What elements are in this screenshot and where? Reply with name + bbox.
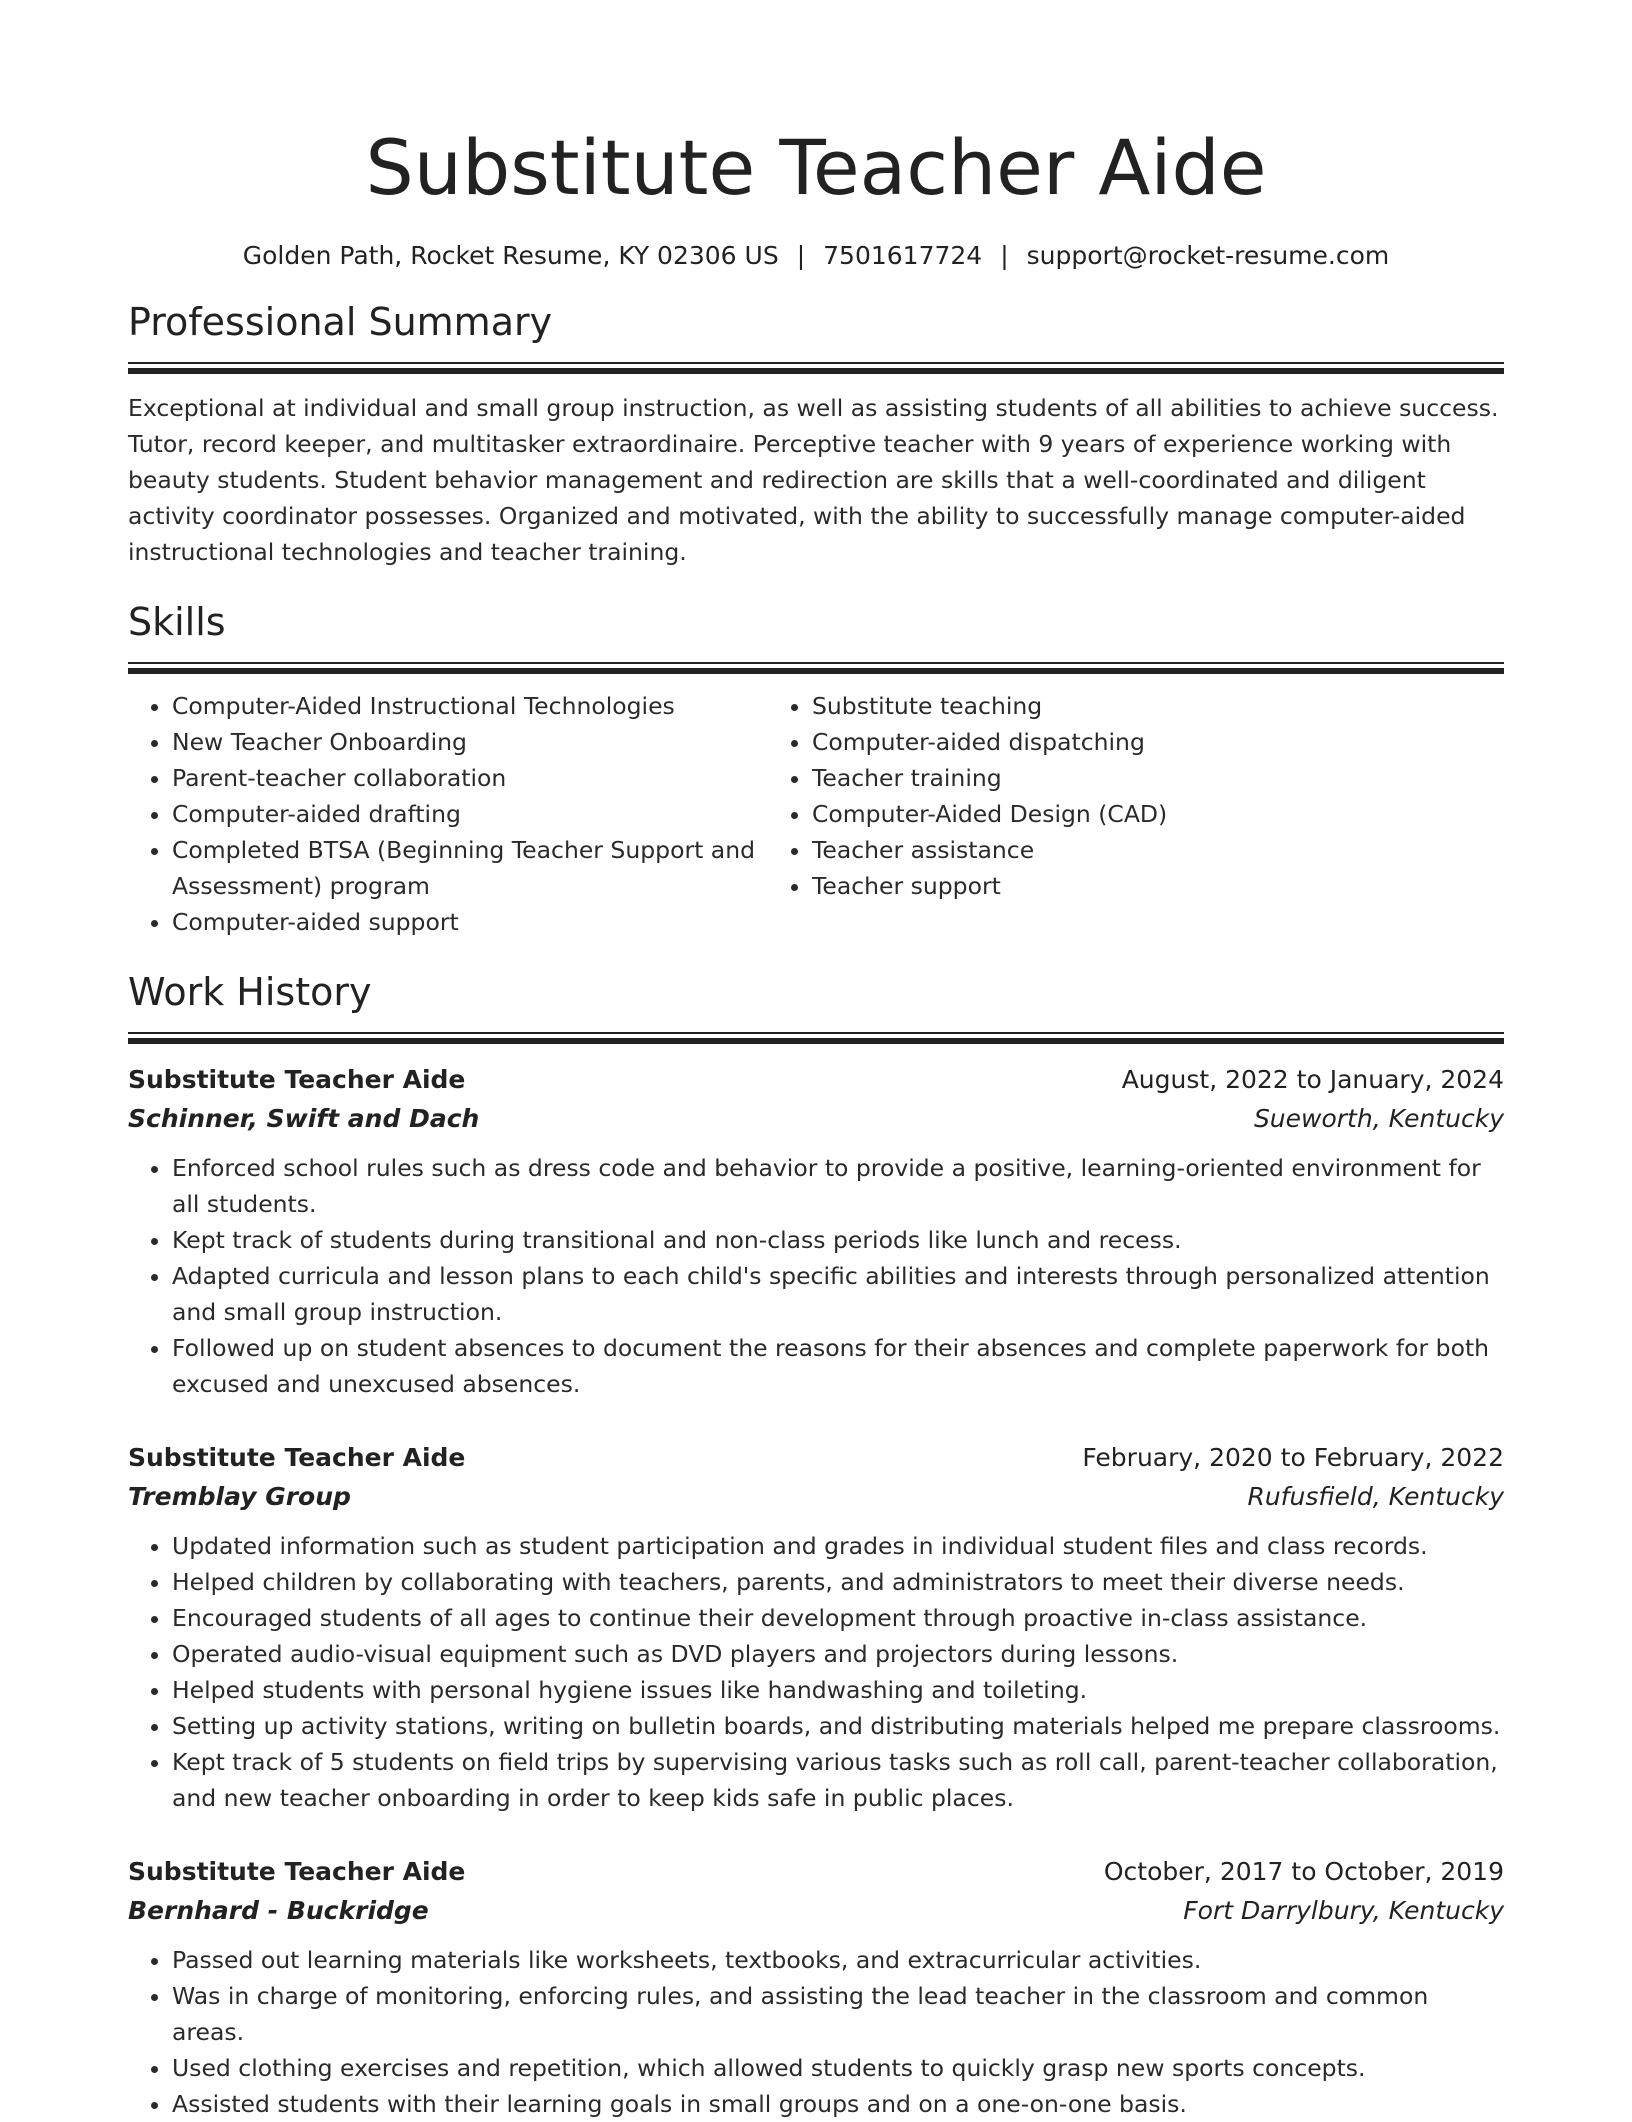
- job-org: [128, 1892, 1504, 1930]
- section-divider: [128, 1032, 1504, 1044]
- job-entry: [128, 1438, 1504, 1816]
- contact-separator: |: [796, 241, 806, 270]
- job-bullet: • Kept track of 5 students on field trips by supervising various tasks such as roll call, parent-teacher collaboration, and new teacher onboarding in order to keep kids safe in public places.: [172, 1744, 1504, 1816]
- job-company: Schinner, Swift and Dach: [128, 1104, 480, 1133]
- work-history-section: [128, 968, 1504, 2122]
- resume-page: [128, 0, 1504, 2122]
- skill-item: • Teacher assistance: [812, 832, 1504, 868]
- job-header: [128, 1852, 1504, 1892]
- contact-phone: 7501617724: [823, 241, 983, 270]
- professional-summary-section: [128, 298, 1504, 570]
- summary-text: Exceptional at individual and small group instruction, as well as assisting students of all abilities to achieve success. Tutor, record keeper, and multitasker extraordinaire. Perceptive teacher with 9 years of experience working with beauty students. Student behavior management and redirection are skills that a well-coordinated and diligent activity coordinator possesses. Organized and motivated, with the ability to successfully manage computer-aided instructional technologies and teacher training.: [128, 394, 1499, 566]
- job-bullet: • Operated audio-visual equipment such as DVD players and projectors during lessons.: [172, 1636, 1504, 1672]
- job-bullet: • Setting up activity stations, writing on bulletin boards, and distributing materials helped me prepare classrooms.: [172, 1708, 1504, 1744]
- skills-columns: [128, 688, 1504, 940]
- job-bullet: • Encouraged students of all ages to continue their development through proactive in-class assistance.: [172, 1600, 1504, 1636]
- job-bullet: • Followed up on student absences to document the reasons for their absences and complete paperwork for both excused and unexcused absences.: [172, 1330, 1504, 1402]
- contact-email: support@rocket-resume.com: [1026, 241, 1390, 270]
- job-dates: August, 2022 to January, 2024: [1121, 1065, 1504, 1094]
- skill-item: • New Teacher Onboarding: [172, 724, 762, 760]
- skill-item: • Teacher training: [812, 760, 1504, 796]
- job-entry: [128, 1060, 1504, 1402]
- skill-item: • Parent-teacher collaboration: [172, 760, 762, 796]
- job-entry: [128, 1852, 1504, 2122]
- job-title: Substitute Teacher Aide: [128, 1857, 466, 1886]
- skill-item: • Substitute teaching: [812, 688, 1504, 724]
- section-title-work: Work History: [128, 970, 372, 1014]
- job-bullet: • Used clothing exercises and repetition, which allowed students to quickly grasp new sports concepts.: [172, 2050, 1504, 2086]
- skill-item: • Computer-Aided Design (CAD): [812, 796, 1504, 832]
- skill-item: • Completed BTSA (Beginning Teacher Support and Assessment) program: [172, 832, 762, 904]
- section-title-skills: Skills: [128, 600, 226, 644]
- job-location: Fort Darrylbury, Kentucky: [1183, 1896, 1504, 1925]
- contact-line: [128, 240, 1504, 272]
- job-dates: February, 2020 to February, 2022: [1082, 1443, 1504, 1472]
- job-company: Bernhard - Buckridge: [128, 1896, 429, 1925]
- job-bullet: • Updated information such as student participation and grades in individual student files and class records.: [172, 1528, 1504, 1564]
- job-bullet: • Passed out learning materials like worksheets, textbooks, and extracurricular activities.: [172, 1942, 1504, 1978]
- job-bullet: • Was in charge of monitoring, enforcing rules, and assisting the lead teacher in the classroom and common areas.: [172, 1978, 1504, 2050]
- contact-separator: |: [1000, 241, 1009, 270]
- skills-list-left: [128, 688, 762, 940]
- skill-item: • Computer-aided dispatching: [812, 724, 1504, 760]
- skills-section: [128, 598, 1504, 940]
- job-bullet: • Helped children by collaborating with teachers, parents, and administrators to meet their diverse needs.: [172, 1564, 1504, 1600]
- job-org: [128, 1478, 1504, 1516]
- skill-item: • Teacher support: [812, 868, 1504, 904]
- contact-address: Golden Path, Rocket Resume, KY 02306 US: [242, 241, 779, 270]
- resume-name: Substitute Teacher Aide: [365, 123, 1267, 212]
- skills-list-right: [762, 688, 1504, 940]
- job-bullets: [128, 1150, 1504, 1402]
- job-bullets: [128, 1528, 1504, 1816]
- job-bullet: • Kept track of students during transitional and non-class periods like lunch and recess.: [172, 1222, 1504, 1258]
- job-bullet: • Helped students with personal hygiene issues like handwashing and toileting.: [172, 1672, 1504, 1708]
- job-dates: October, 2017 to October, 2019: [1103, 1857, 1504, 1886]
- job-company: Tremblay Group: [128, 1482, 351, 1511]
- job-location: Sueworth, Kentucky: [1253, 1104, 1504, 1133]
- job-title: Substitute Teacher Aide: [128, 1443, 466, 1472]
- job-bullet: • Adapted curricula and lesson plans to each child's specific abilities and interests through personalized attention and small group instruction.: [172, 1258, 1504, 1330]
- job-org: [128, 1100, 1504, 1138]
- section-divider: [128, 662, 1504, 674]
- job-bullets: [128, 1942, 1504, 2122]
- skill-item: • Computer-aided support: [172, 904, 762, 940]
- job-bullet: • Enforced school rules such as dress code and behavior to provide a positive, learning-oriented environment for all students.: [172, 1150, 1504, 1222]
- section-divider: [128, 362, 1504, 374]
- skill-item: • Computer-aided drafting: [172, 796, 762, 832]
- section-title-summary: Professional Summary: [128, 300, 553, 344]
- skill-item: • Computer-Aided Instructional Technologies: [172, 688, 762, 724]
- job-header: [128, 1060, 1504, 1100]
- job-header: [128, 1438, 1504, 1478]
- job-title: Substitute Teacher Aide: [128, 1065, 466, 1094]
- job-bullet: • Assisted students with their learning goals in small groups and on a one-on-one basis.: [172, 2086, 1504, 2122]
- job-location: Rufusfield, Kentucky: [1247, 1482, 1504, 1511]
